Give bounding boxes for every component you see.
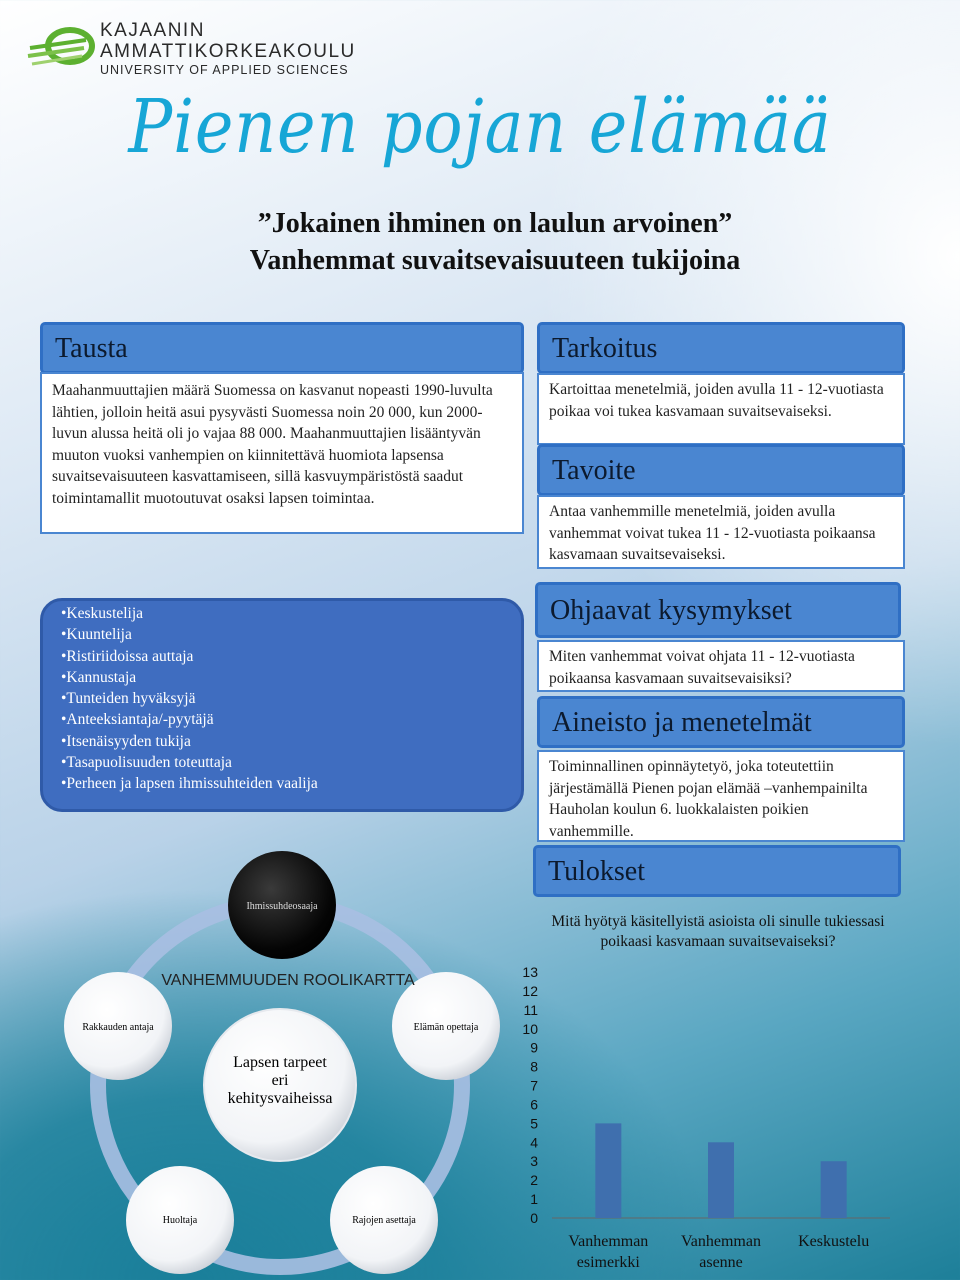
role-item: •Anteeksiantaja/-pyytäjä [61,711,214,729]
chart-bar [821,1161,847,1218]
role-node-label-1: Elämän opettaja [413,1022,479,1033]
role-node-top [228,851,336,959]
chart-y-tick-label: 4 [530,1134,538,1151]
role-node-label-3: Huoltaja [162,1215,198,1226]
logo-line-2: AMMATTIKORKEAKOULU [100,41,356,62]
chart-y-tick-label: 0 [530,1210,538,1226]
role-node-label-0: Ihmissuhdeosaaja [246,901,318,912]
chart-bar [708,1142,734,1218]
chart-bar [595,1123,621,1218]
chart-title: Mitä hyötyä käsitellyistä asioista oli sinulle tukiessasi poikaasi kasvamaan suvaitsevaiseksi? [551,913,885,950]
role-node-bottom-right [330,1166,438,1274]
role-item: •Itsenäisyyden tukija [61,732,191,750]
chart-y-tick-label: 10 [522,1020,538,1037]
role-node-label-2: Rajojen asettaja [352,1215,416,1226]
logo [26,18,356,88]
page-title: Pienen pojan elämää [128,84,832,170]
role-item: •Keskustelija [61,605,144,622]
role-item: •Kannustaja [61,668,137,686]
role-item: •Ristiriidoissa auttaja [61,647,194,665]
chart-x-tick-label: Vanhemman [568,1233,649,1250]
chart-y-tick-label: 12 [522,982,538,999]
role-map-center-circle [204,1009,356,1161]
tarkoitus-text: Kartoittaa menetelmiä, joiden avulla 11 - 12-vuotiasta poikaa voi tukea kasvamaan suvaitsevaiseksi. [537,373,905,445]
tarkoitus-heading: Tarkoitus [537,322,905,374]
tavoite-text: Antaa vanhemmille menetelmiä, joiden avulla vanhemmat voivat tukea 11 - 12-vuotiasta poikaansa kasvamaan suvaitsevaiseksi. [537,495,905,569]
aineisto-text: Toiminnallinen opinnäytetyö, joka toteutettiin järjestämällä Pienen pojan elämää –vanhempainilta Hauholan koulun 6. luokkalaisten poikien vanhemmille. [537,750,905,842]
role-item: •Tasapuolisuuden toteuttaja [61,754,232,772]
role-node-left [64,972,172,1080]
role-node-label-4: Rakkauden antaja [82,1022,154,1033]
role-map-center-line-2: eri [271,1072,289,1089]
chart-y-tick-label: 6 [530,1096,538,1113]
kysymykset-heading: Ohjaavat kysymykset [535,582,901,638]
role-map-title: VANHEMMUUDEN ROOLIKARTTA [161,972,415,989]
chart-y-tick-label: 7 [530,1077,538,1094]
chart-y-tick-label: 5 [530,1115,538,1132]
role-map-diagram [30,840,520,1280]
kysymykset-text: Miten vanhemmat voivat ohjata 11 - 12-vuotiasta poikaansa kasvamaan suvaitsevaisiksi? [537,640,905,692]
chart-y-tick-label: 2 [530,1172,538,1189]
roles-list [40,598,524,812]
logo-line-3: UNIVERSITY OF APPLIED SCIENCES [100,63,349,77]
role-item: •Tunteiden hyväksyjä [61,690,196,708]
role-map-center-line-3: kehitysvaiheissa [227,1090,333,1107]
aineisto-heading: Aineisto ja menetelmät [537,696,905,748]
logo-line-1: KAJAANIN [100,20,205,41]
role-map-center-line-1: Lapsen tarpeet [233,1054,327,1071]
chart-x-tick-label: Vanhemman [681,1233,761,1250]
subtitle-line-1: ”Jokainen ihminen on laulun arvoinen” [257,208,733,239]
results-bar-chart [510,955,910,1275]
tavoite-heading: Tavoite [537,444,905,496]
chart-y-tick-label: 1 [530,1191,538,1208]
chart-y-tick-label: 9 [530,1039,538,1056]
chart-y-tick-label: 3 [530,1153,538,1170]
tausta-text: Maahanmuuttajien määrä Suomessa on kasvanut nopeasti 1990-luvulta lähtien, jolloin heitä asui pysyvästi Suomessa noin 20 000, kun 2000-luvun alussa heitä oli jo vajaa 88 000. Maahanmuuttajien lisääntyvän muuton vuoksi vanhempien on kiinnitettävä huomiota lapsensa suvaitsevaisuuteen kasvattamiseen, sillä kasvuympäristöstä saadut toimintamallit muotoutuvat osaksi lapsen toimintaa. [40,372,524,534]
role-item: •Perheen ja lapsen ihmissuhteiden vaalija [61,775,318,793]
chart-x-tick-label: Keskustelu [798,1233,870,1250]
role-node-bottom-left [126,1166,234,1274]
chart-y-tick-label: 8 [530,1058,538,1075]
role-item: •Kuuntelija [61,626,132,644]
logo-swoosh-icon [26,18,98,82]
subtitle-line-2: Vanhemmat suvaitsevaisuuteen tukijoina [249,245,741,276]
chart-y-tick-label: 11 [523,1001,538,1018]
chart-y-tick-label: 13 [522,964,538,980]
chart-x-tick-label: asenne [699,1254,743,1271]
tulokset-heading: Tulokset [533,845,901,897]
chart-x-tick-label: esimerkki [576,1254,640,1271]
subtitle [0,205,960,279]
tausta-heading: Tausta [40,322,524,374]
